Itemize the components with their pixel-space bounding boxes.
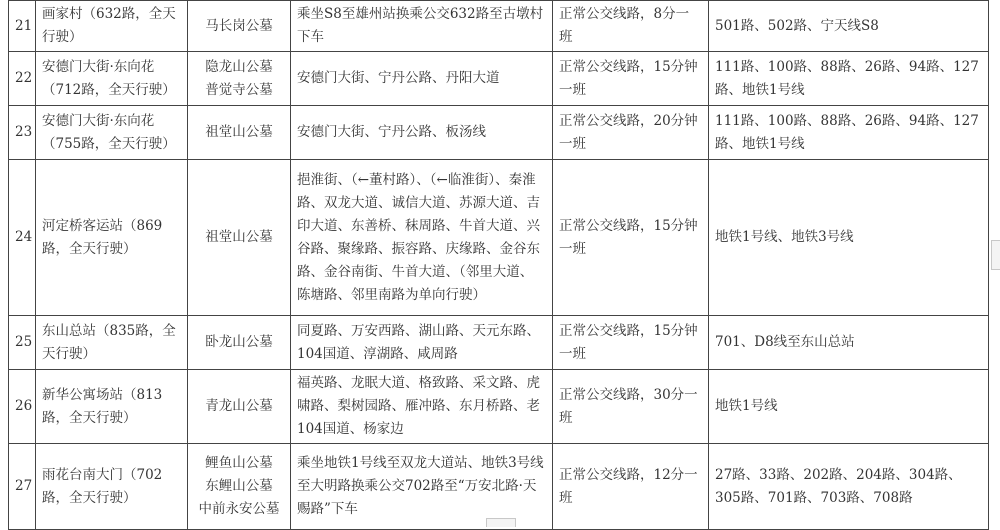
transfer-lines: 111路、100路、88路、26路、94路、127路、地铁1号线 xyxy=(709,52,989,106)
transfer-lines: 501路、502路、宁天线S8 xyxy=(709,1,989,52)
service-frequency: 正常公交线路，15分钟一班 xyxy=(553,316,709,370)
route-description: 安德门大街、宁丹公路、丹阳大道 xyxy=(291,52,553,106)
route-description: 乘坐地铁1号线至双龙大道站、地铁3号线至大明路换乘公交702路至“万安北路·天赐路”下车 xyxy=(291,444,553,530)
table-row xyxy=(9,160,989,316)
row-number: 23 xyxy=(9,106,36,160)
cemetery-name: 鲤鱼山公墓 东鲤山公墓 中前永安公墓 xyxy=(188,444,291,530)
cemetery-name: 卧龙山公墓 xyxy=(188,316,291,370)
departure-station: 雨花台南大门（702路，全天行驶） xyxy=(36,444,188,530)
cemetery-name: 马长岗公墓 xyxy=(188,1,291,52)
transfer-lines: 地铁1号线 xyxy=(709,370,989,444)
service-frequency: 正常公交线路，15分钟一班 xyxy=(553,160,709,316)
service-frequency: 正常公交线路，20分钟一班 xyxy=(553,106,709,160)
table-row xyxy=(9,1,989,52)
table-row xyxy=(9,106,989,160)
table-row xyxy=(9,52,989,106)
row-number: 22 xyxy=(9,52,36,106)
side-scroll-handle[interactable] xyxy=(991,240,1000,270)
table-row xyxy=(9,444,989,530)
service-frequency: 正常公交线路，30分一班 xyxy=(553,370,709,444)
table-row xyxy=(9,370,989,444)
departure-station: 河定桥客运站（869路，全天行驶） xyxy=(36,160,188,316)
cemetery-name: 青龙山公墓 xyxy=(188,370,291,444)
row-number: 26 xyxy=(9,370,36,444)
transfer-lines: 27路、33路、202路、204路、304路、305路、701路、703路、708路 xyxy=(709,444,989,530)
departure-station: 安德门大街·东向花（755路，全天行驶） xyxy=(36,106,188,160)
departure-station: 东山总站（835路，全天行驶） xyxy=(36,316,188,370)
cemetery-name: 隐龙山公墓 普觉寺公墓 xyxy=(188,52,291,106)
departure-station: 画家村（632路，全天行驶） xyxy=(36,1,188,52)
row-number: 24 xyxy=(9,160,36,316)
service-frequency: 正常公交线路，15分钟一班 xyxy=(553,52,709,106)
service-frequency: 正常公交线路，8分一班 xyxy=(553,1,709,52)
route-description: 安德门大街、宁丹公路、板汤线 xyxy=(291,106,553,160)
route-description: 福英路、龙眠大道、格致路、采文路、虎啸路、梨树园路、雁冲路、东月桥路、老104国道、杨家边 xyxy=(291,370,553,444)
departure-station: 安德门大街·东向花（712路，全天行驶） xyxy=(36,52,188,106)
row-number: 25 xyxy=(9,316,36,370)
service-frequency: 正常公交线路，12分一班 xyxy=(553,444,709,530)
row-number: 27 xyxy=(9,444,36,530)
route-description: 同夏路、万安西路、湖山路、天元东路、104国道、淳湖路、咸周路 xyxy=(291,316,553,370)
transfer-lines: 地铁1号线、地铁3号线 xyxy=(709,160,989,316)
bus-route-table xyxy=(8,0,989,530)
transfer-lines: 701、D8线至东山总站 xyxy=(709,316,989,370)
route-description: 挹淮街、（←董村路）、（←临淮街）、秦淮路、双龙大道、诚信大道、苏源大道、吉印大道、东善桥、秣周路、牛首大道、兴谷路、聚缘路、振容路、庆缘路、金谷东路、金谷南街、牛首大道、（邻里大道、陈塘路、邻里南路为单向行驶） xyxy=(291,160,553,316)
transfer-lines: 111路、100路、88路、26路、94路、127路、地铁1号线 xyxy=(709,106,989,160)
route-description: 乘坐S8至雄州站换乘公交632路至古墩村下车 xyxy=(291,1,553,52)
row-number: 21 xyxy=(9,1,36,52)
table-row xyxy=(9,316,989,370)
cemetery-name: 祖堂山公墓 xyxy=(188,160,291,316)
cemetery-name: 祖堂山公墓 xyxy=(188,106,291,160)
departure-station: 新华公寓场站（813路，全天行驶） xyxy=(36,370,188,444)
